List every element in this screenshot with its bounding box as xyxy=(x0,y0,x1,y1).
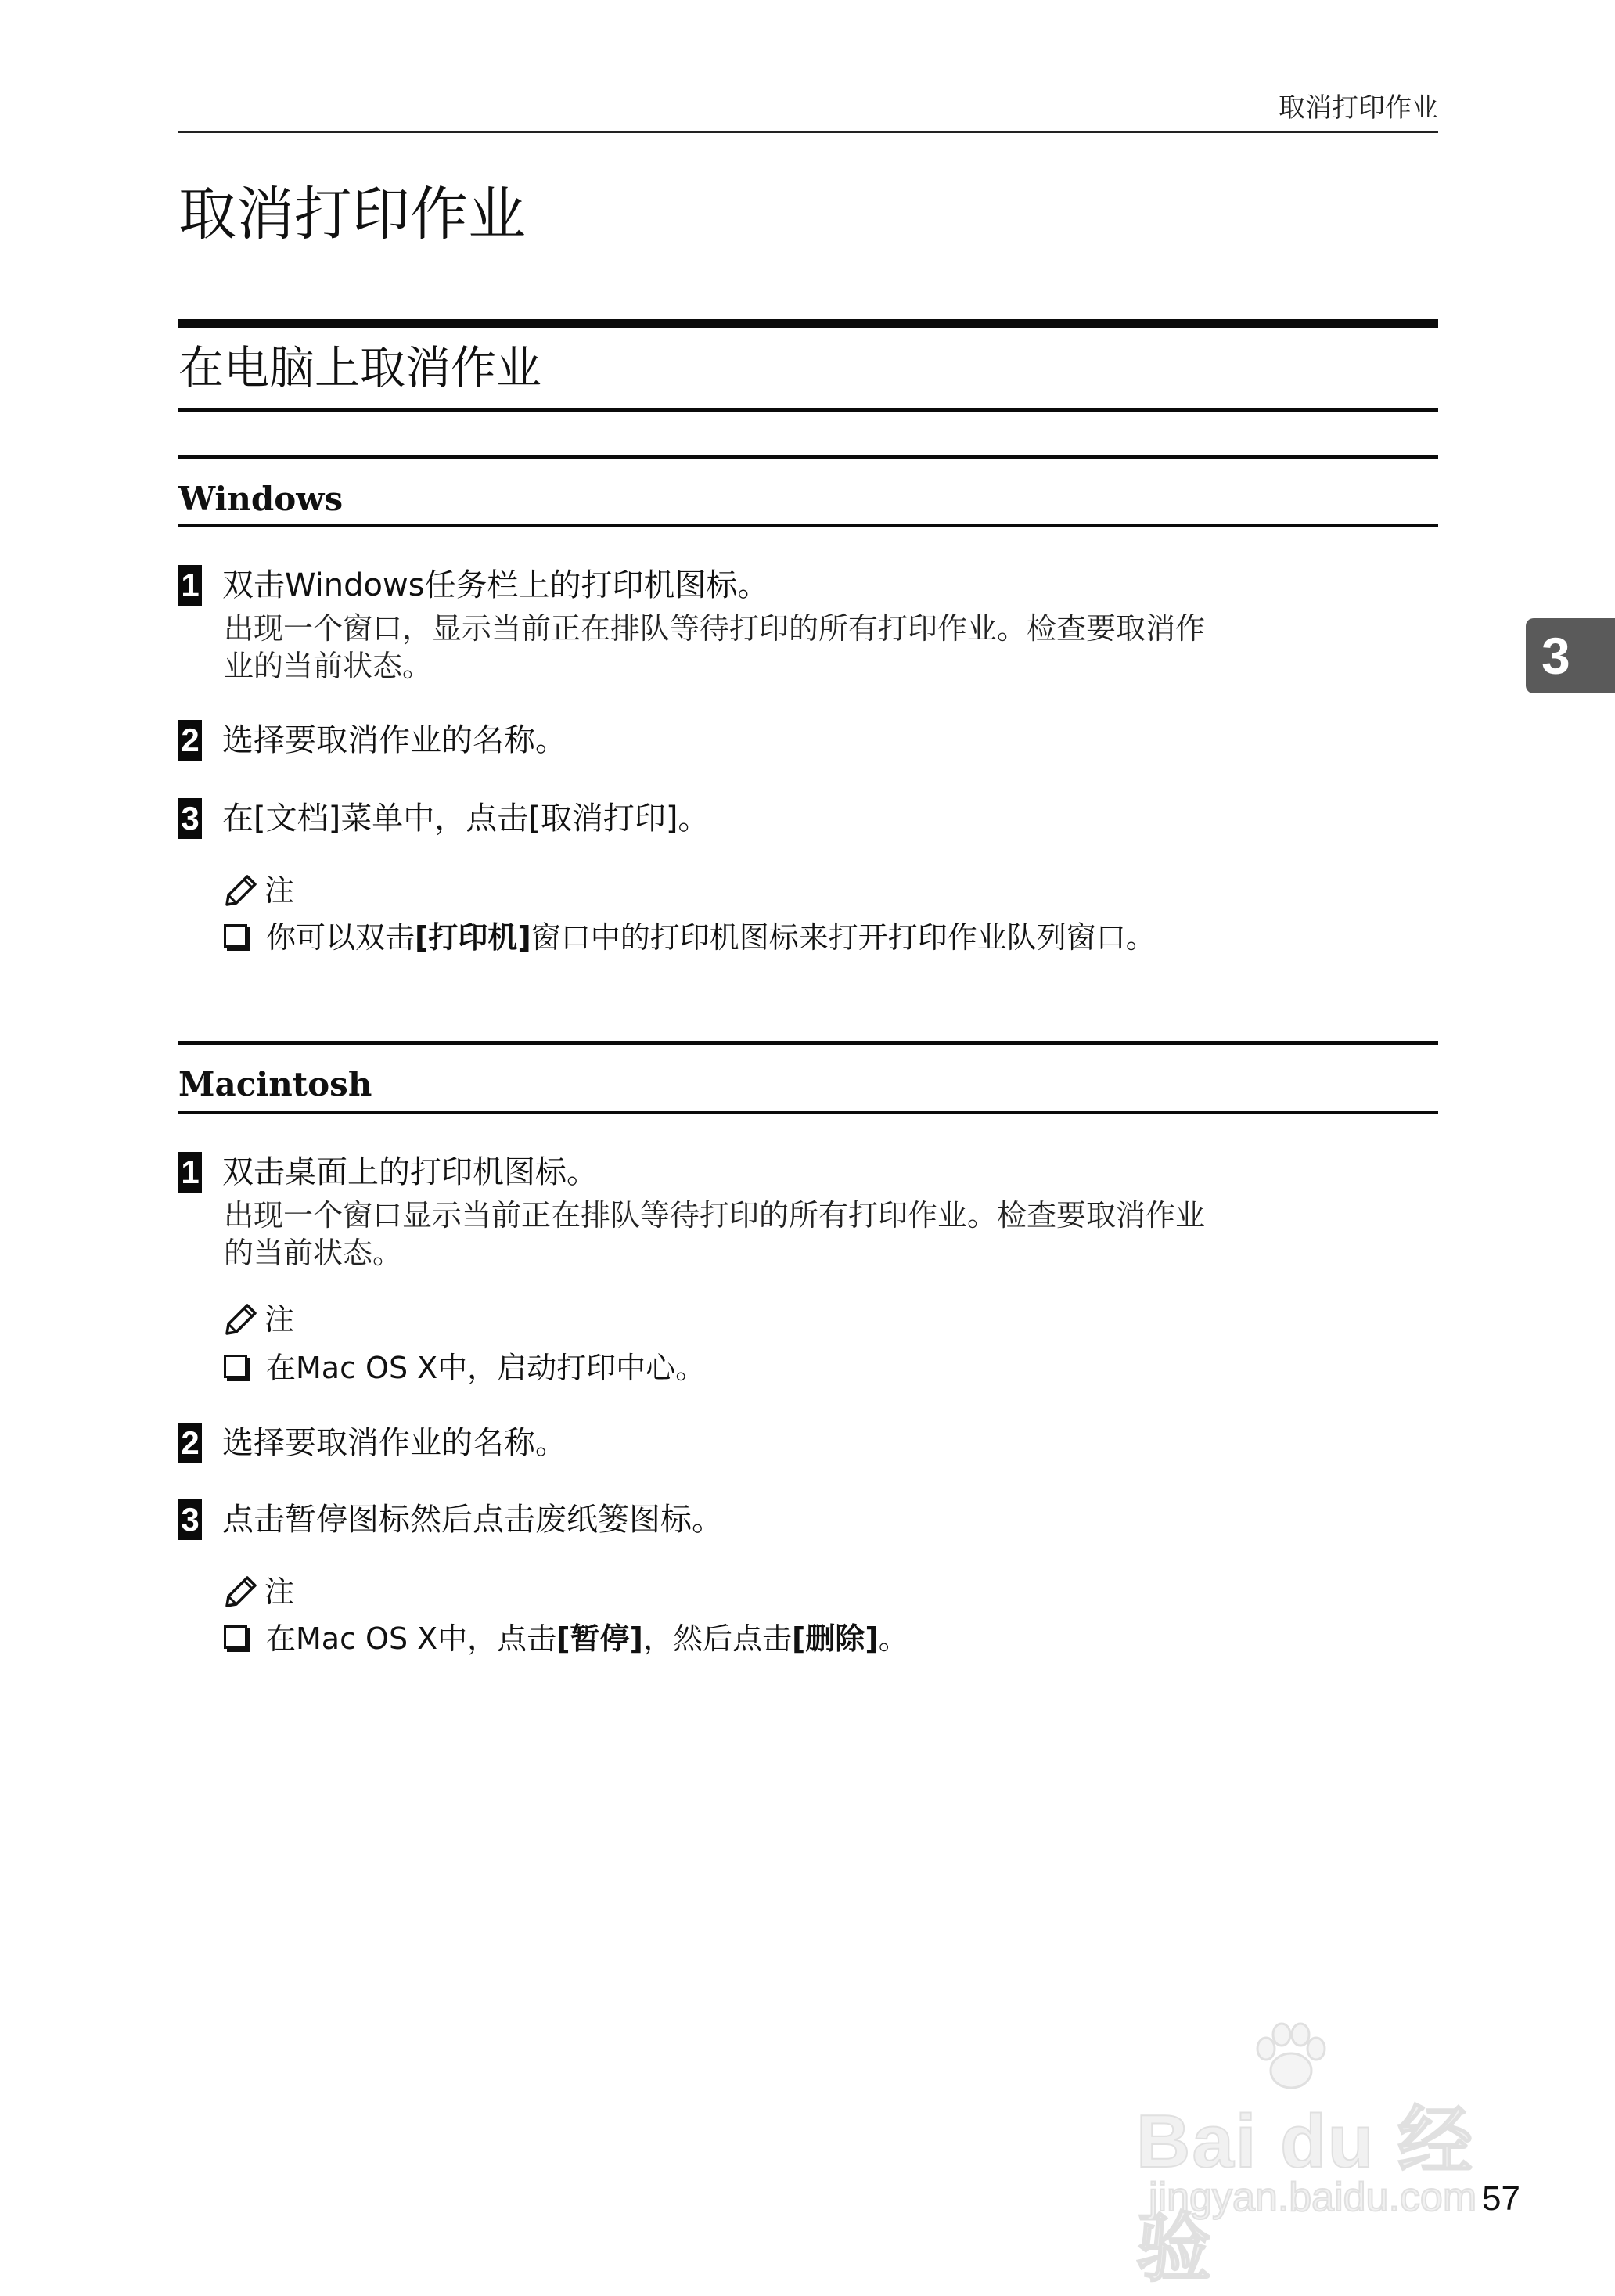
windows-note-item xyxy=(224,917,1156,958)
watermark-logo: Bai du 经验 xyxy=(1136,2100,1475,2291)
macintosh-step-1-body-line-1: 出现一个窗口显示当前正在排队等待打印的所有打印作业。检查要取消作业 xyxy=(224,1198,1206,1233)
checkbox-bullet-icon xyxy=(224,924,247,948)
macintosh-note-1-text: 在Mac OS X中，启动打印中心。 xyxy=(266,1351,706,1385)
macintosh-note-2-text-mid: ，然后点击 xyxy=(642,1621,792,1656)
page-number: 57 xyxy=(1482,2179,1520,2218)
macintosh-rule-bottom xyxy=(178,1111,1438,1114)
windows-note-text-bold: [打印机] xyxy=(415,920,531,955)
macintosh-step-1-number: 1 xyxy=(178,1152,202,1193)
macintosh-heading: Macintosh xyxy=(178,1065,372,1103)
macintosh-step-1-body-line-2: 的当前状态。 xyxy=(224,1236,403,1270)
baidu-watermark xyxy=(1127,2019,1534,2291)
windows-step-3-text: 在[文档]菜单中，点击[取消打印]。 xyxy=(222,801,710,837)
macintosh-note-2-label: 注 xyxy=(264,1574,295,1609)
pencil-icon xyxy=(224,1302,258,1337)
chapter-tab: 3 xyxy=(1526,618,1615,693)
section-rule-top xyxy=(178,319,1438,328)
windows-step-1-number: 1 xyxy=(178,565,202,606)
macintosh-rule-top xyxy=(178,1041,1438,1045)
windows-note-text-pre: 你可以双击 xyxy=(266,920,415,955)
windows-step-1-body-line-1: 出现一个窗口，显示当前正在排队等待打印的所有打印作业。检查要取消作 xyxy=(224,611,1206,646)
macintosh-note-2-text-pre: 在Mac OS X中，点击 xyxy=(266,1621,557,1656)
pencil-icon xyxy=(224,1574,258,1609)
windows-heading: Windows xyxy=(178,480,344,518)
section-title: 在电脑上取消作业 xyxy=(178,341,542,394)
watermark-url: jingyan.baidu.com xyxy=(1149,2175,1477,2220)
windows-rule-bottom xyxy=(178,524,1438,527)
macintosh-step-2-text: 选择要取消作业的名称。 xyxy=(222,1425,567,1461)
page-title: 取消打印作业 xyxy=(178,181,526,248)
checkbox-bullet-icon xyxy=(224,1625,247,1649)
macintosh-step-2-number: 2 xyxy=(178,1423,202,1463)
windows-step-1-body-line-2: 业的当前状态。 xyxy=(224,649,433,683)
macintosh-note-2-text-bold-2: [删除] xyxy=(791,1621,879,1656)
macintosh-step-3-text: 点击暂停图标然后点击废纸篓图标。 xyxy=(222,1502,723,1538)
pencil-icon xyxy=(224,873,258,908)
windows-note-label: 注 xyxy=(264,873,295,908)
running-header: 取消打印作业 xyxy=(1279,92,1438,124)
macintosh-note-2-item xyxy=(224,1618,908,1659)
windows-step-2-number: 2 xyxy=(178,720,202,761)
windows-rule-top xyxy=(178,455,1438,459)
macintosh-step-3-number: 3 xyxy=(178,1499,202,1540)
checkbox-bullet-icon xyxy=(224,1355,247,1378)
macintosh-note-1-heading xyxy=(224,1299,294,1340)
macintosh-note-2-text-bold-1: [暂停] xyxy=(556,1621,643,1656)
windows-step-2-text: 选择要取消作业的名称。 xyxy=(222,722,567,758)
macintosh-note-2-heading xyxy=(224,1571,294,1612)
windows-note-text-post: 窗口中的打印机图标来打开打印作业队列窗口。 xyxy=(531,920,1156,955)
section-rule-bottom xyxy=(178,408,1438,412)
macintosh-step-1-text: 双击桌面上的打印机图标。 xyxy=(222,1154,598,1190)
macintosh-note-1-item xyxy=(224,1348,705,1388)
macintosh-note-2-text-post: 。 xyxy=(878,1621,908,1656)
windows-step-3-number: 3 xyxy=(178,798,202,839)
windows-note-heading xyxy=(224,870,294,911)
windows-step-1-text: 双击Windows任务栏上的打印机图标。 xyxy=(222,567,769,603)
macintosh-note-1-label: 注 xyxy=(264,1302,295,1337)
header-rule xyxy=(178,131,1438,133)
